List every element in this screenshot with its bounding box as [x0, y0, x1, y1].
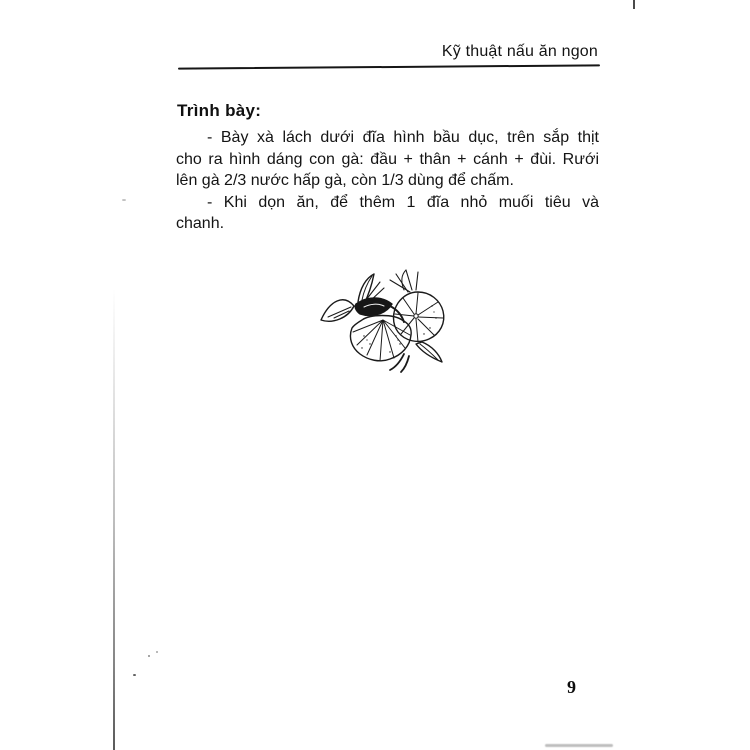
text-line: - Khi dọn ăn, để thêm 1 đĩa nhỏ muối tiêu và: [207, 193, 599, 211]
morning-glory-sketch-icon: [306, 266, 452, 374]
text-line: chanh.: [176, 215, 225, 233]
body-text: [176, 127, 599, 235]
page-number: 9: [567, 677, 576, 697]
scan-artifact-speck: [148, 655, 150, 657]
text-line: lên gà 2/3 nước hấp gà, còn 1/3 dùng để chấm.: [176, 172, 514, 190]
scan-artifact-spine-line: [113, 288, 115, 750]
running-title: Kỹ thuật nấu ăn ngon: [441, 43, 598, 60]
header-rule: [178, 64, 600, 70]
scan-artifact-bottom-smudge: [545, 744, 613, 747]
scan-artifact-speck: [156, 651, 158, 653]
scan-artifact-speck: [122, 199, 126, 201]
section-heading: Trình bày:: [177, 101, 262, 120]
text-line: - Bày xà lách dưới đĩa hình bầu dục, trên sắp thịt: [207, 129, 599, 146]
scan-artifact-speck: [133, 674, 136, 676]
scan-artifact-top-tick: [633, 0, 635, 9]
flower-illustration: [306, 266, 452, 374]
text-line: cho ra hình dáng con gà: đầu + thân + cánh + đùi. Rưới: [176, 150, 599, 168]
